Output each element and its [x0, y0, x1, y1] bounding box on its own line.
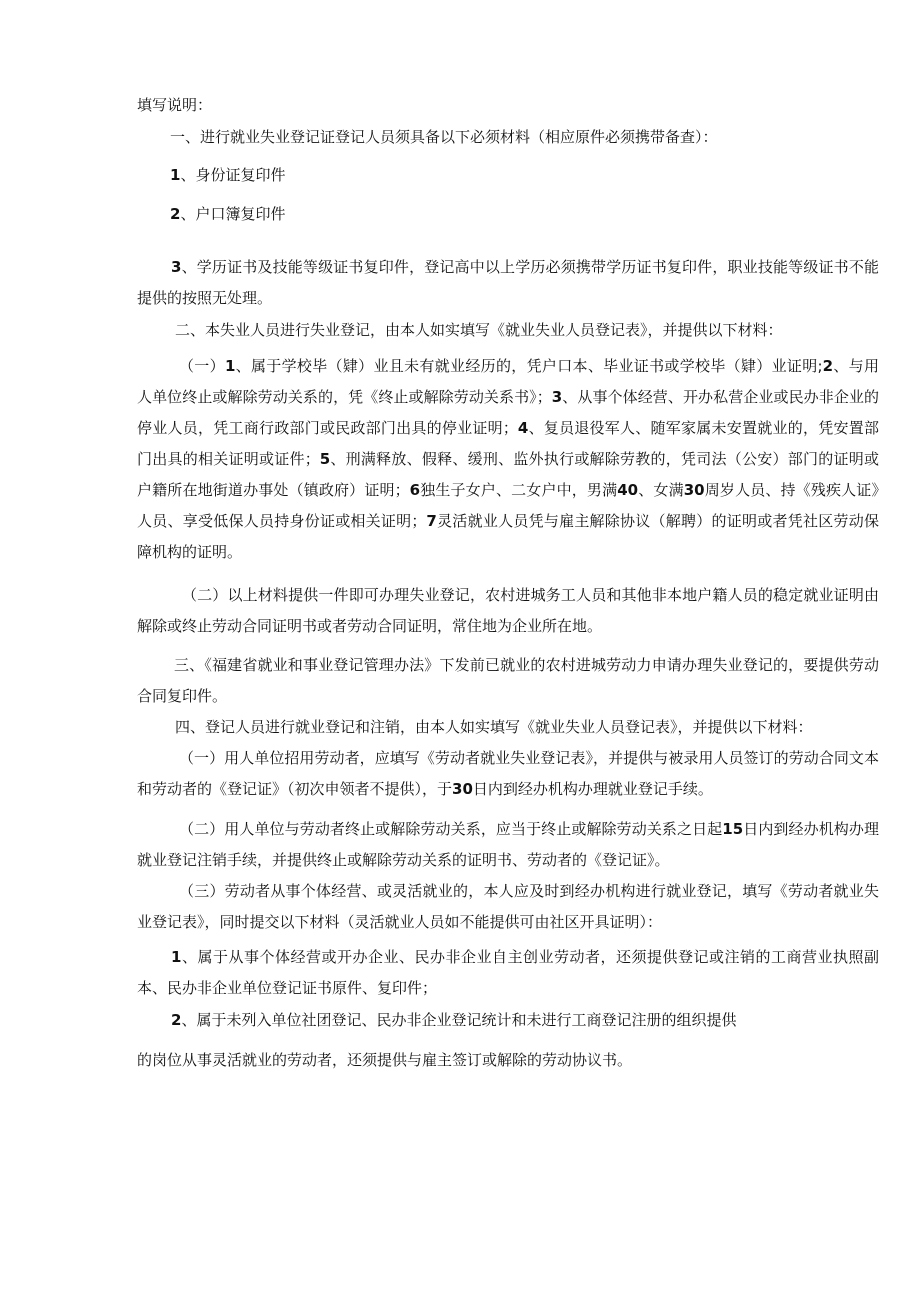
section-four-item-2: 2、属于未列入单位社团登记、民办非企业登记统计和未进行工商登记注册的组织提供 [171, 1011, 737, 1029]
section-one-intro: 一、进行就业失业登记证登记人员须具备以下必须材料（相应原件必须携带备查）： [170, 128, 718, 146]
section-four-sub-1: （一）用人单位招用劳动者，应填写《劳动者就业失业登记表》，并提供与被录用人员签订的劳动合同文本和劳动者的《登记证》（初次申领者不提供），于30日内到经办机构办理就业登记手续。 [137, 749, 879, 798]
section-four-intro: 四、登记人员进行就业登记和注销，由本人如实填写《就业失业人员登记表》，并提供以下材料： [175, 718, 813, 736]
section-four-sub-3: （三）劳动者从事个体经营、或灵活就业的，本人应及时到经办机构进行就业登记，填写《劳动者就业失业登记表》，同时提交以下材料（灵活就业人员如不能提供可由社区开具证明）： [137, 882, 879, 931]
section-one-item-3: 3、学历证书及技能等级证书复印件，登记高中以上学历必须携带学历证书复印件，职业技能等级证书不能提供的按照无处理。 [137, 258, 879, 307]
section-two-sub-2: （二）以上材料提供一件即可办理失业登记，农村进城务工人员和其他非本地户籍人员的稳定就业证明由解除或终止劳动合同证明书或者劳动合同证明，常住地为企业所在地。 [137, 586, 879, 635]
section-two-sub-1: （一）1、属于学校毕（肄）业且未有就业经历的，凭户口本、毕业证书或学校毕（肄）业证明;2、与用人单位终止或解除劳动关系的，凭《终止或解除劳动关系书》；3、从事个体经营、开办私营企业或民办非企业的停业人员，凭工商行政部门或民政部门出具的停业证明；4、复员退役军人、随军家属未安置就业的，凭安置部门出具的相关证明或证件；5、刑满释放、假释、缓刑、监外执行或解除劳教的，凭司法（公安）部门的证明或户籍所在地街道办事处（镇政府）证明；6独生子女户、二女户中，男满40、女满30周岁人员、持《残疾人证》人员、享受低保人员持身份证或相关证明；7灵活就业人员凭与雇主解除协议（解聘）的证明或者凭社区劳动保障机构的证明。 [137, 357, 879, 561]
section-one-item-2: 2、户口簿复印件 [170, 205, 286, 223]
section-four-item-1: 1、属于从事个体经营或开办企业、民办非企业自主创业劳动者，还须提供登记或注销的工商营业执照副本、民办非企业单位登记证书原件、复印件； [137, 948, 879, 997]
instructions-heading: 填写说明： [137, 96, 213, 114]
section-three: 三、《福建省就业和事业登记管理办法》下发前已就业的农村进城劳动力申请办理失业登记的，要提供劳动合同复印件。 [137, 656, 879, 705]
section-one-item-1: 1、身份证复印件 [170, 166, 286, 184]
section-four-item-2-continued: 的岗位从事灵活就业的劳动者，还须提供与雇主签订或解除的劳动协议书。 [137, 1051, 633, 1069]
section-four-sub-2: （二）用人单位与劳动者终止或解除劳动关系，应当于终止或解除劳动关系之日起15日内到经办机构办理就业登记注销手续，并提供终止或解除劳动关系的证明书、劳动者的《登记证》。 [137, 820, 879, 869]
section-two-intro: 二、本失业人员进行失业登记，由本人如实填写《就业失业人员登记表》，并提供以下材料： [175, 321, 783, 339]
